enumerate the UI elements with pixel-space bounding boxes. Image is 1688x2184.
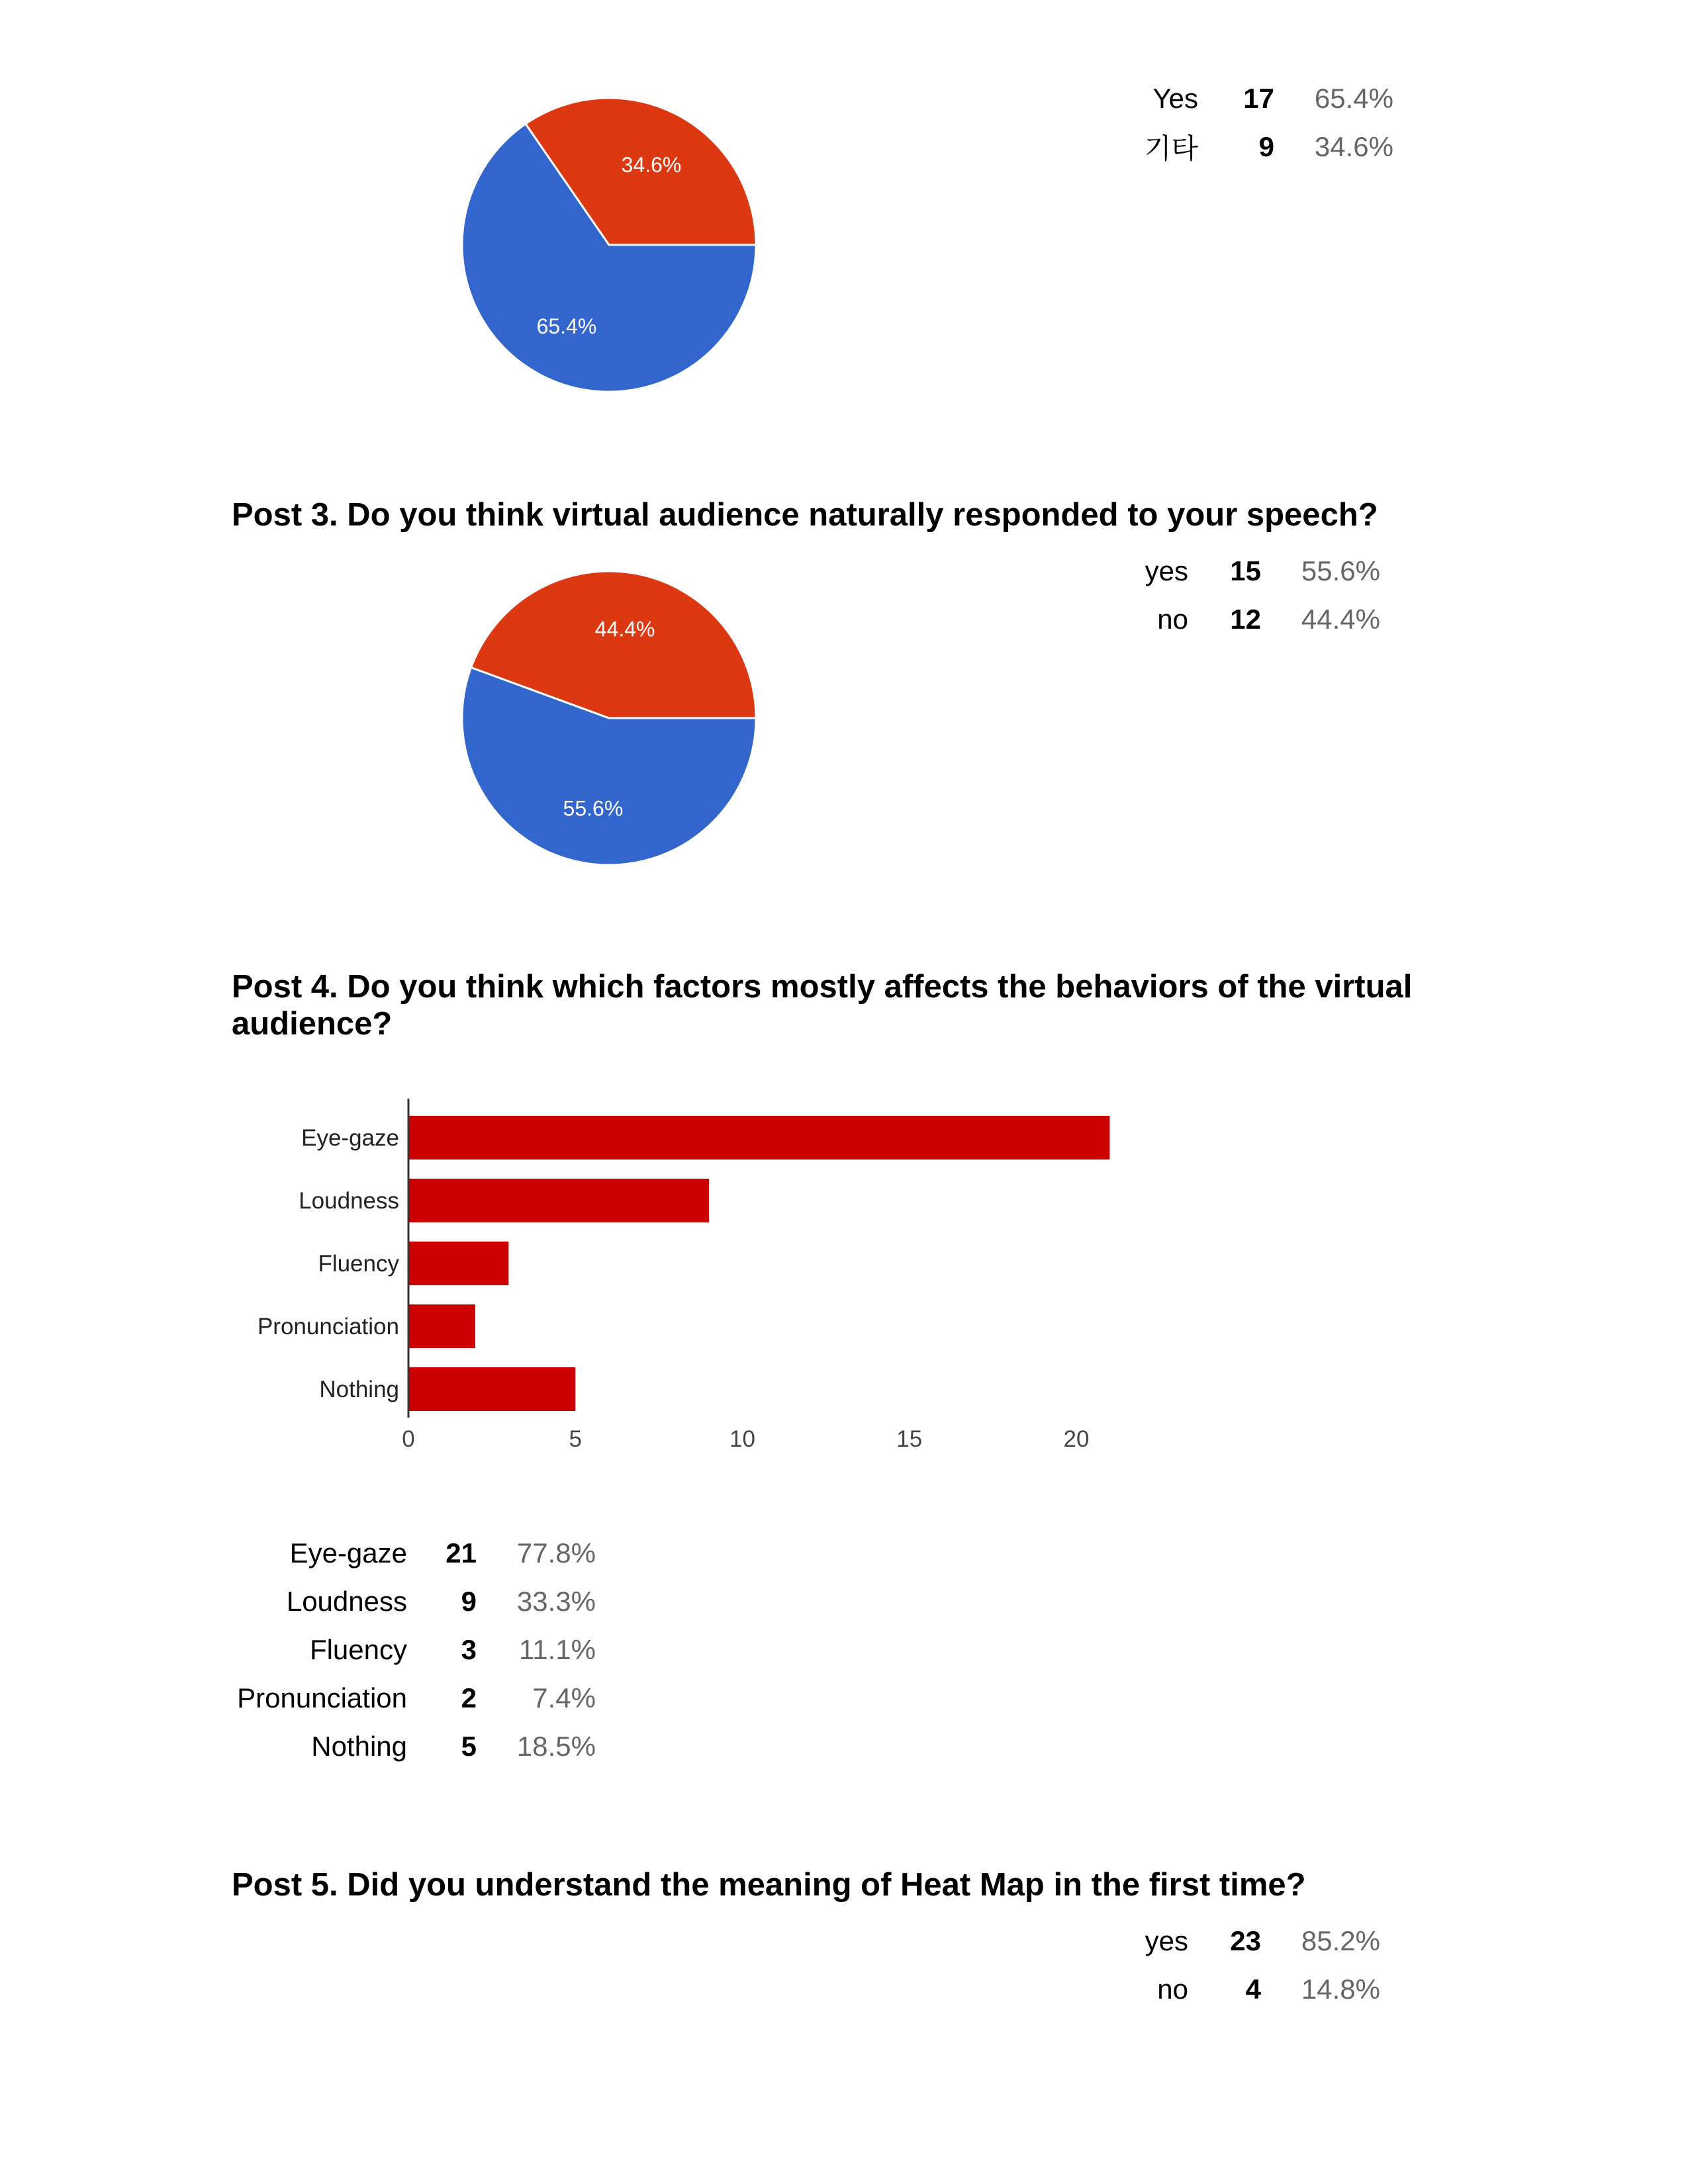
stats-count: 9 (1258, 130, 1274, 162)
stats-count: 2 (461, 1682, 477, 1713)
stats-label: Yes (1152, 82, 1198, 114)
stats-table-1 (1125, 74, 1393, 171)
stats-row (232, 1529, 596, 1577)
stats-table-3 (232, 1529, 596, 1770)
pie-slice-label: 34.6% (621, 153, 682, 177)
x-tick-label: 0 (402, 1426, 415, 1452)
stats-percent: 77.8% (516, 1537, 596, 1569)
stats-row (1112, 1917, 1380, 1965)
stats-count: 12 (1230, 603, 1261, 635)
bar-nothing (408, 1367, 575, 1411)
stats-table-2 (1112, 547, 1380, 643)
stats-row (232, 1625, 596, 1674)
pie-slice-label: 65.4% (536, 314, 597, 338)
stats-label: Pronunciation (237, 1682, 407, 1713)
question-title-post-3: Post 3. Do you think virtual audience naturally responded to your speech? (232, 497, 1378, 533)
stats-label: yes (1145, 555, 1188, 586)
stats-label: Eye-gaze (289, 1537, 407, 1569)
stats-label: no (1157, 603, 1188, 635)
stats-row (232, 1722, 596, 1770)
stats-percent: 65.4% (1314, 82, 1393, 114)
bar-eye-gaze (408, 1116, 1109, 1160)
y-tick-label: Eye-gaze (301, 1125, 399, 1151)
y-tick-label: Nothing (319, 1377, 399, 1402)
x-tick-label: 5 (569, 1426, 582, 1452)
y-tick-label: Fluency (318, 1251, 399, 1277)
y-tick-label: Pronunciation (257, 1314, 399, 1340)
stats-count: 21 (445, 1537, 477, 1569)
stats-percent: 85.2% (1301, 1925, 1380, 1956)
x-tick-label: 10 (729, 1426, 755, 1452)
stats-percent: 14.8% (1301, 1973, 1380, 2005)
y-tick-label: Loudness (299, 1188, 399, 1214)
pie-slice-label: 55.6% (563, 796, 624, 821)
stats-row (1112, 1965, 1380, 2013)
stats-count: 17 (1243, 82, 1274, 114)
stats-count: 9 (461, 1585, 477, 1617)
stats-row (1125, 74, 1393, 122)
bar-loudness (408, 1179, 709, 1222)
stats-percent: 33.3% (516, 1585, 596, 1617)
stats-percent: 11.1% (519, 1633, 596, 1665)
stats-label: yes (1145, 1925, 1188, 1956)
stats-percent: 44.4% (1301, 603, 1380, 635)
bar-fluency (408, 1242, 508, 1285)
stats-percent: 7.4% (532, 1682, 596, 1713)
stats-label: 기타 (1144, 132, 1198, 164)
stats-label: Nothing (311, 1730, 407, 1762)
stats-count: 3 (461, 1633, 477, 1665)
bar-pronunciation (408, 1304, 475, 1348)
stats-count: 5 (461, 1730, 477, 1762)
stats-label: no (1157, 1973, 1188, 2005)
x-tick-label: 15 (896, 1426, 923, 1452)
stats-count: 4 (1245, 1973, 1261, 2005)
pie-chart-1 (450, 86, 768, 404)
x-tick-label: 20 (1063, 1426, 1090, 1452)
stats-row (232, 1674, 596, 1722)
stats-label: Fluency (309, 1633, 407, 1665)
bar-chart (0, 1072, 1192, 1469)
stats-label: Loudness (286, 1585, 407, 1617)
question-title-post-4: Post 4. Do you think which factors mostly affects the behaviors of the virtual audience? (232, 969, 1413, 1042)
stats-row (1112, 547, 1380, 595)
stats-row (232, 1577, 596, 1625)
stats-percent: 34.6% (1314, 130, 1393, 162)
stats-percent: 18.5% (516, 1730, 596, 1762)
pie-chart-2 (450, 559, 768, 877)
question-title-post-5: Post 5. Did you understand the meaning of Heat Map in the first time? (232, 1867, 1306, 1903)
stats-table-4 (1112, 1917, 1380, 2013)
stats-count: 15 (1230, 555, 1261, 586)
stats-row (1112, 595, 1380, 643)
pie-slice-label: 44.4% (594, 617, 655, 641)
stats-count: 23 (1230, 1925, 1261, 1956)
stats-percent: 55.6% (1301, 555, 1380, 586)
stats-row (1125, 122, 1393, 171)
